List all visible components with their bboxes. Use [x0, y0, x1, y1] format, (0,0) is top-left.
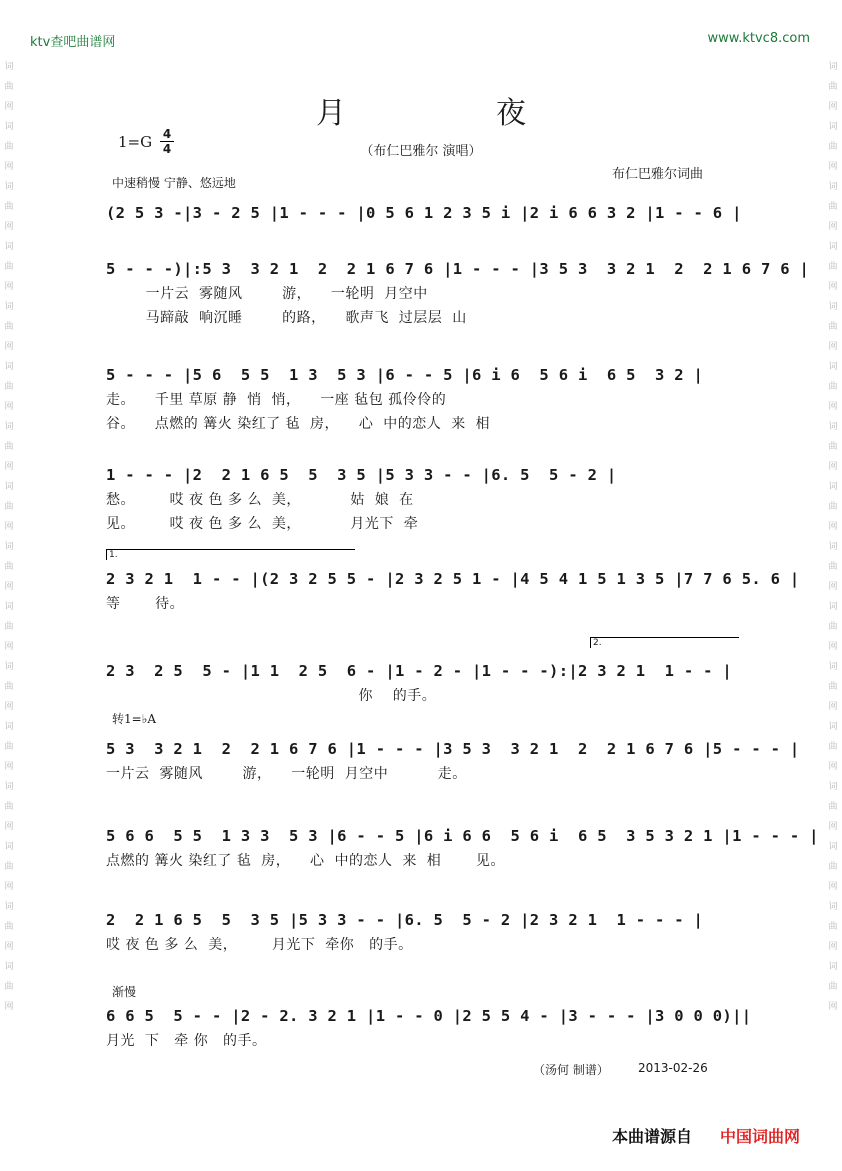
watermark-char: 曲 — [4, 862, 14, 872]
watermark-char: 曲 — [4, 442, 14, 452]
watermark-char: 网 — [828, 162, 838, 172]
score-line — [106, 256, 810, 330]
watermark-char: 网 — [828, 462, 838, 472]
score-line — [106, 823, 819, 873]
watermark-char: 曲 — [828, 562, 838, 572]
watermark-char: 曲 — [4, 622, 14, 632]
watermark-char: 曲 — [828, 742, 838, 752]
watermark-char: 词 — [828, 482, 838, 492]
watermark-char: 词 — [828, 362, 838, 372]
notation-line: 5 3 3 2 1 2 2 1 6 7 6 |1 - - - |3 5 3 3 2 1 2 2 1 6 7 6 |5 - - - | — [106, 740, 800, 758]
lyric-line: 哎 夜 色 多 么 美， 月光下 牵你 的手。 — [106, 937, 413, 953]
watermark-char: 词 — [4, 962, 14, 972]
watermark-char: 词 — [828, 422, 838, 432]
watermark-char: 网 — [4, 1002, 14, 1012]
watermark-char: 词 — [828, 122, 838, 132]
watermark-char: 曲 — [828, 382, 838, 392]
lyric-line: 走。 千里 草原 静 悄 悄， 一座 毡包 孤伶伶的 — [106, 392, 447, 408]
score-line — [106, 462, 742, 536]
watermark-char: 曲 — [4, 322, 14, 332]
lyric-line: 点燃的 篝火 染红了 毡 房， 心 中的恋人 来 相 见。 — [106, 853, 505, 869]
notation-line: 2 3 2 5 5 - |1 1 2 5 6 - |1 - 2 - |1 - - -):|2 3 2 1 1 - - | — [106, 662, 733, 680]
volta-2-bracket: 2. — [590, 637, 739, 648]
tempo-marking: 中速稍慢 宁静、悠远地 — [112, 176, 236, 190]
left-watermark-column — [2, 60, 16, 1020]
notation-line: (2 5 3 -|3 - 2 5 |1 - - - |0 5 6 1 2 3 5 i |2 i 6 6 3 2 |1 - - 6 | — [106, 204, 742, 222]
watermark-char: 网 — [4, 942, 14, 952]
watermark-char: 曲 — [828, 442, 838, 452]
watermark-char: 曲 — [4, 742, 14, 752]
lyric-line: 见。 哎 夜 色 多 么 美， 月光下 牵 — [106, 516, 419, 532]
volta-1-bracket: 1. — [106, 549, 355, 560]
watermark-char: 词 — [4, 122, 14, 132]
source-name-link[interactable]: 中国词曲网 — [720, 1127, 801, 1146]
meter-top: 4 — [162, 127, 172, 141]
watermark-char: 曲 — [4, 562, 14, 572]
lyric-line: 等 待。 — [106, 596, 185, 612]
arranger: （汤何 制谱） — [533, 1063, 609, 1077]
watermark-char: 网 — [828, 402, 838, 412]
watermark-char: 词 — [4, 782, 14, 792]
watermark-char: 词 — [4, 182, 14, 192]
watermark-char: 词 — [828, 662, 838, 672]
watermark-char: 曲 — [828, 982, 838, 992]
watermark-char: 词 — [828, 602, 838, 612]
watermark-char: 曲 — [4, 502, 14, 512]
date: 2013-02-26 — [638, 1061, 708, 1075]
watermark-char: 网 — [4, 282, 14, 292]
lyric-line: 谷。 点燃的 篝火 染红了 毡 房， 心 中的恋人 来 相 — [106, 416, 491, 432]
watermark-char: 曲 — [828, 202, 838, 212]
watermark-char: 词 — [828, 542, 838, 552]
watermark-char: 曲 — [828, 142, 838, 152]
lyric-line: 愁。 哎 夜 色 多 么 美， 姑 娘 在 — [106, 492, 414, 508]
watermark-char: 网 — [4, 882, 14, 892]
watermark-char: 网 — [828, 762, 838, 772]
notation-line: 1 - - - |2 2 1 6 5 5 3 5 |5 3 3 - - |6. 5 5 - 2 | — [106, 466, 617, 484]
watermark-char: 网 — [828, 702, 838, 712]
watermark-char: 词 — [4, 242, 14, 252]
notation-line: 5 - - -)|:5 3 3 2 1 2 2 1 6 7 6 |1 - - - |3 5 3 3 2 1 2 2 1 6 7 6 | — [106, 260, 810, 278]
lyric-line: 你 的手。 — [106, 688, 437, 704]
watermark-char: 曲 — [4, 262, 14, 272]
watermark-char: 曲 — [4, 682, 14, 692]
watermark-char: 网 — [828, 282, 838, 292]
watermark-char: 网 — [4, 162, 14, 172]
score-line — [106, 1003, 752, 1053]
watermark-char: 网 — [4, 822, 14, 832]
watermark-char: 词 — [4, 842, 14, 852]
notation-line: 2 2 1 6 5 5 3 5 |5 3 3 - - |6. 5 5 - 2 |2 3 2 1 1 - - - | — [106, 911, 704, 929]
score-line — [106, 658, 742, 708]
watermark-char: 词 — [4, 482, 14, 492]
watermark-char: 曲 — [828, 682, 838, 692]
watermark-char: 词 — [4, 542, 14, 552]
watermark-char: 曲 — [828, 82, 838, 92]
ritardando-marking: 渐慢 — [112, 985, 137, 999]
watermark-char: 网 — [4, 762, 14, 772]
key-change: 转1=♭A — [112, 712, 157, 726]
watermark-char: 网 — [828, 882, 838, 892]
watermark-char: 曲 — [4, 82, 14, 92]
watermark-char: 网 — [828, 942, 838, 952]
score-line — [106, 200, 742, 226]
watermark-char: 网 — [828, 1002, 838, 1012]
watermark-char: 词 — [4, 722, 14, 732]
watermark-char: 网 — [4, 222, 14, 232]
watermark-char: 曲 — [828, 922, 838, 932]
watermark-char: 词 — [4, 602, 14, 612]
watermark-char: 曲 — [4, 982, 14, 992]
meter-bottom: 4 — [162, 142, 172, 156]
lyric-line: 月光 下 牵 你 的手。 — [106, 1033, 267, 1049]
watermark-char: 词 — [828, 902, 838, 912]
watermark-char: 曲 — [828, 502, 838, 512]
watermark-char: 网 — [828, 222, 838, 232]
watermark-char: 曲 — [4, 382, 14, 392]
watermark-char: 网 — [4, 102, 14, 112]
watermark-char: 网 — [4, 642, 14, 652]
watermark-char: 网 — [4, 582, 14, 592]
watermark-char: 曲 — [828, 862, 838, 872]
watermark-char: 曲 — [828, 802, 838, 812]
watermark-char: 网 — [4, 702, 14, 712]
watermark-char: 网 — [4, 402, 14, 412]
lyricist-composer: 布仁巴雅尔词曲 — [612, 167, 704, 182]
watermark-char: 词 — [4, 302, 14, 312]
notation-line: 2 3 2 1 1 - - |(2 3 2 5 5 - |2 3 2 5 1 - |4 5 4 1 5 1 3 5 |7 7 6 5. 6 | — [106, 570, 800, 588]
watermark-char: 网 — [828, 822, 838, 832]
watermark-char: 词 — [4, 362, 14, 372]
watermark-char: 网 — [4, 462, 14, 472]
watermark-char: 词 — [828, 242, 838, 252]
lyric-line: 一片云 雾随风 游， 一轮明 月空中 — [106, 286, 428, 302]
lyric-line: 一片云 雾随风 游， 一轮明 月空中 走。 — [106, 766, 467, 782]
score-line — [106, 736, 800, 786]
source-label: 本曲谱源自 — [612, 1127, 693, 1146]
watermark-char: 曲 — [4, 802, 14, 812]
watermark-char: 词 — [4, 902, 14, 912]
watermark-char: 网 — [4, 522, 14, 532]
score-line — [106, 907, 742, 957]
watermark-char: 词 — [828, 962, 838, 972]
score-line — [106, 566, 800, 616]
song-title: 月夜 — [316, 96, 676, 131]
watermark-char: 词 — [4, 422, 14, 432]
watermark-char: 词 — [4, 62, 14, 72]
watermark-char: 词 — [828, 842, 838, 852]
watermark-char: 词 — [828, 302, 838, 312]
watermark-char: 词 — [828, 722, 838, 732]
notation-line: 6 6 5 5 - - |2 - 2. 3 2 1 |1 - - 0 |2 5 5 4 - |3 - - - |3 0 0 0)|| — [106, 1007, 752, 1025]
watermark-char: 词 — [4, 662, 14, 672]
watermark-char: 曲 — [4, 142, 14, 152]
watermark-char: 网 — [4, 342, 14, 352]
watermark-char: 词 — [828, 182, 838, 192]
watermark-char: 曲 — [828, 322, 838, 332]
watermark-char: 曲 — [828, 262, 838, 272]
watermark-char: 网 — [828, 102, 838, 112]
watermark-char: 网 — [828, 342, 838, 352]
watermark-char: 词 — [828, 62, 838, 72]
watermark-char: 曲 — [4, 202, 14, 212]
notation-line: 5 - - - |5 6 5 5 1 3 5 3 |6 - - 5 |6 i 6 5 6 i 6 5 3 2 | — [106, 366, 704, 384]
watermark-char: 网 — [828, 582, 838, 592]
watermark-char: 曲 — [4, 922, 14, 932]
key-signature: 1=G — [118, 133, 153, 151]
right-watermark-column — [826, 60, 840, 1020]
lyric-line: 马蹄敲 响沉睡 的路， 歌声飞 过层层 山 — [106, 310, 467, 326]
notation-line: 5 6 6 5 5 1 3 3 5 3 |6 - - 5 |6 i 6 6 5 6 i 6 5 3 5 3 2 1 |1 - - - | — [106, 827, 819, 845]
site-name-left[interactable]: ktv查吧曲谱网 — [30, 35, 116, 50]
score-line — [106, 362, 742, 436]
watermark-char: 曲 — [828, 622, 838, 632]
watermark-char: 网 — [828, 522, 838, 532]
watermark-char: 网 — [828, 642, 838, 652]
watermark-char: 词 — [828, 782, 838, 792]
site-url-right[interactable]: www.ktvc8.com — [707, 31, 810, 46]
performer: （布仁巴雅尔 演唱） — [360, 144, 482, 159]
